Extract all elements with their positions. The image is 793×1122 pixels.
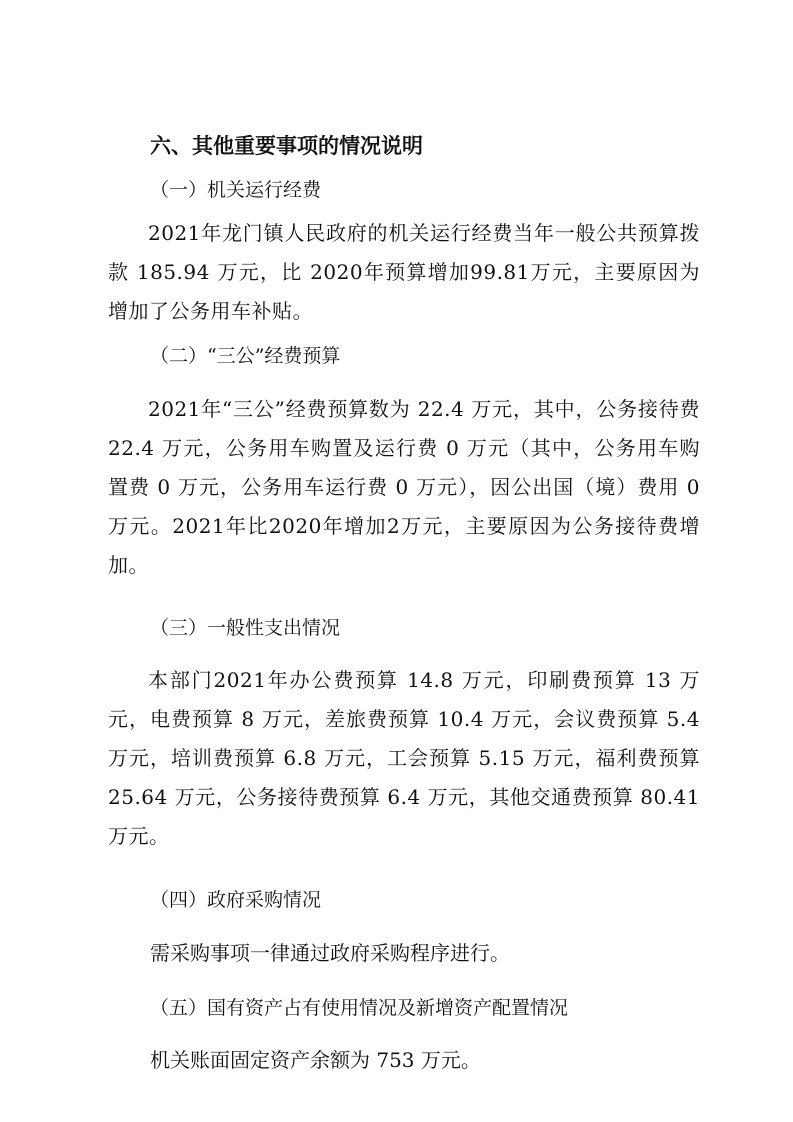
paragraph-state-assets: 机关账面固定资产余额为 753 万元。 [150, 1048, 481, 1072]
heading-three-public-expenses: （二）“三公”经费预算 [150, 345, 341, 367]
section-title: 六、其他重要事项的情况说明 [150, 134, 423, 158]
paragraph-general-expenditure: 本部门2021年办公费预算 14.8 万元，印刷费预算 13 万元，电费预算 8 万元，差旅费预算 10.4 万元，会议费预算 5.4 万元，培训费预算 6.8 万元，工会预算 5.15 万元，福利费预算 25.64 万元，公务接待费预算 6.4 万元，其他交通费预算 80.41 万元。 [108, 668, 700, 848]
paragraph-government-procurement: 需采购事项一律通过政府采购程序进行。 [150, 941, 510, 965]
heading-state-assets: （五）国有资产占有使用情况及新增资产配置情况 [150, 997, 569, 1019]
heading-government-procurement: （四）政府采购情况 [150, 889, 322, 911]
heading-general-expenditure: （三）一般性支出情况 [150, 617, 341, 639]
paragraph-three-public-expenses: 2021年“三公”经费预算数为 22.4 万元，其中，公务接待费 22.4 万元，公务用车购置及运行费 0 万元（其中，公务用车购置费 0 万元，公务用车运行费 0 万元），因公出国（境）费用 0 万元。2021年比2020年增加2万元，主要原因为公务接待费增加。 [108, 397, 700, 577]
paragraph-operating-expenses: 2021年龙门镇人民政府的机关运行经费当年一般公共预算拨款 185.94 万元，比 2020年预算增加99.81万元，主要原因为增加了公务用车补贴。 [108, 221, 700, 323]
heading-operating-expenses: （一）机关运行经费 [150, 179, 322, 201]
